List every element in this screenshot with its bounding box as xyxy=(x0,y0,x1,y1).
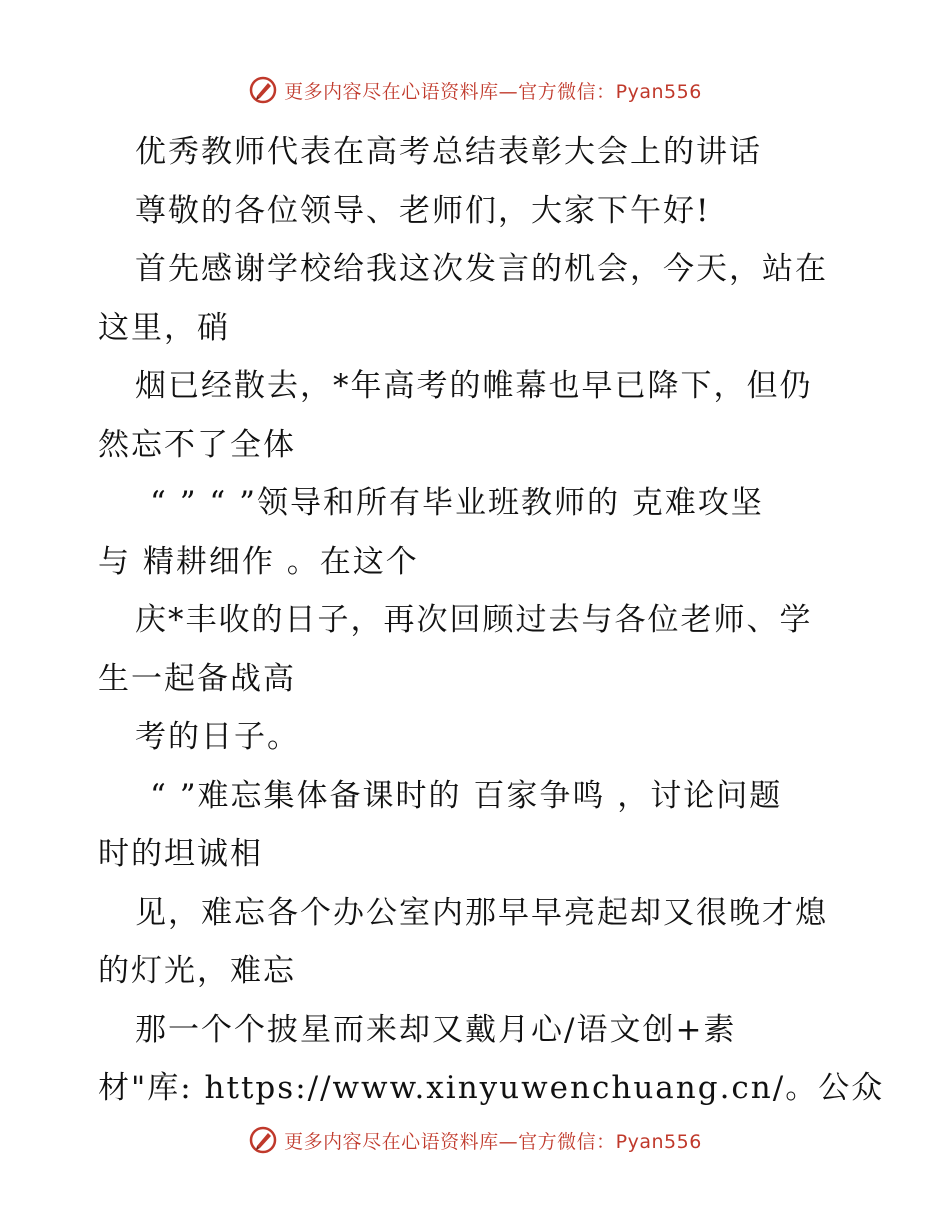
paragraph-line: “ ”难忘集体备课时的 百家争鸣 ，讨论问题 xyxy=(150,777,783,814)
paragraph-line: 首先感谢学校给我这次发言的机会，今天，站在 xyxy=(135,251,828,287)
paragraph-line: 见，难忘各个办公室内那早早亮起却又很晚才熄 xyxy=(135,894,828,931)
paragraph-line: 然忘不了全体 xyxy=(98,426,296,463)
header-banner-text: 更多内容尽在心语资料库—官方微信：Pyan556 xyxy=(284,80,702,103)
paragraph-line: 时的坦诚相 xyxy=(98,836,263,872)
document-body xyxy=(98,123,885,1118)
footer-banner-text: 更多内容尽在心语资料库—官方微信：Pyan556 xyxy=(284,1130,702,1153)
paragraph-line: 这里，硝 xyxy=(98,309,230,346)
paragraph-line: 烟已经散去，*年高考的帷幕也早已降下，但仍 xyxy=(135,368,813,404)
paragraph-line: 材"库: https://www.xinyuwenchuang.cn/。公众 xyxy=(98,1070,885,1106)
greeting-line: 尊敬的各位领导、老师们，大家下午好! xyxy=(135,192,711,229)
header-banner xyxy=(0,70,950,110)
paragraph-line: “ ” “ ”领导和所有毕业班教师的 克难攻坚 xyxy=(150,485,764,521)
paragraph-line: 生一起备战高 xyxy=(98,660,296,697)
pen-circle-icon xyxy=(248,1125,278,1155)
footer-banner xyxy=(0,1120,950,1160)
pen-circle-icon xyxy=(248,75,278,105)
paragraph-line: 与 精耕细作 。在这个 xyxy=(98,543,419,580)
paragraph-line: 那一个个披星而来却又戴月心/语文创+素 xyxy=(135,1011,737,1048)
paragraph-line: 的灯光，难忘 xyxy=(98,953,296,989)
paragraph-line: 考的日子。 xyxy=(135,719,300,755)
paragraph-line: 庆*丰收的日子，再次回顾过去与各位老师、学 xyxy=(135,602,813,638)
document-title: 优秀教师代表在高考总结表彰大会上的讲话 xyxy=(135,134,762,170)
